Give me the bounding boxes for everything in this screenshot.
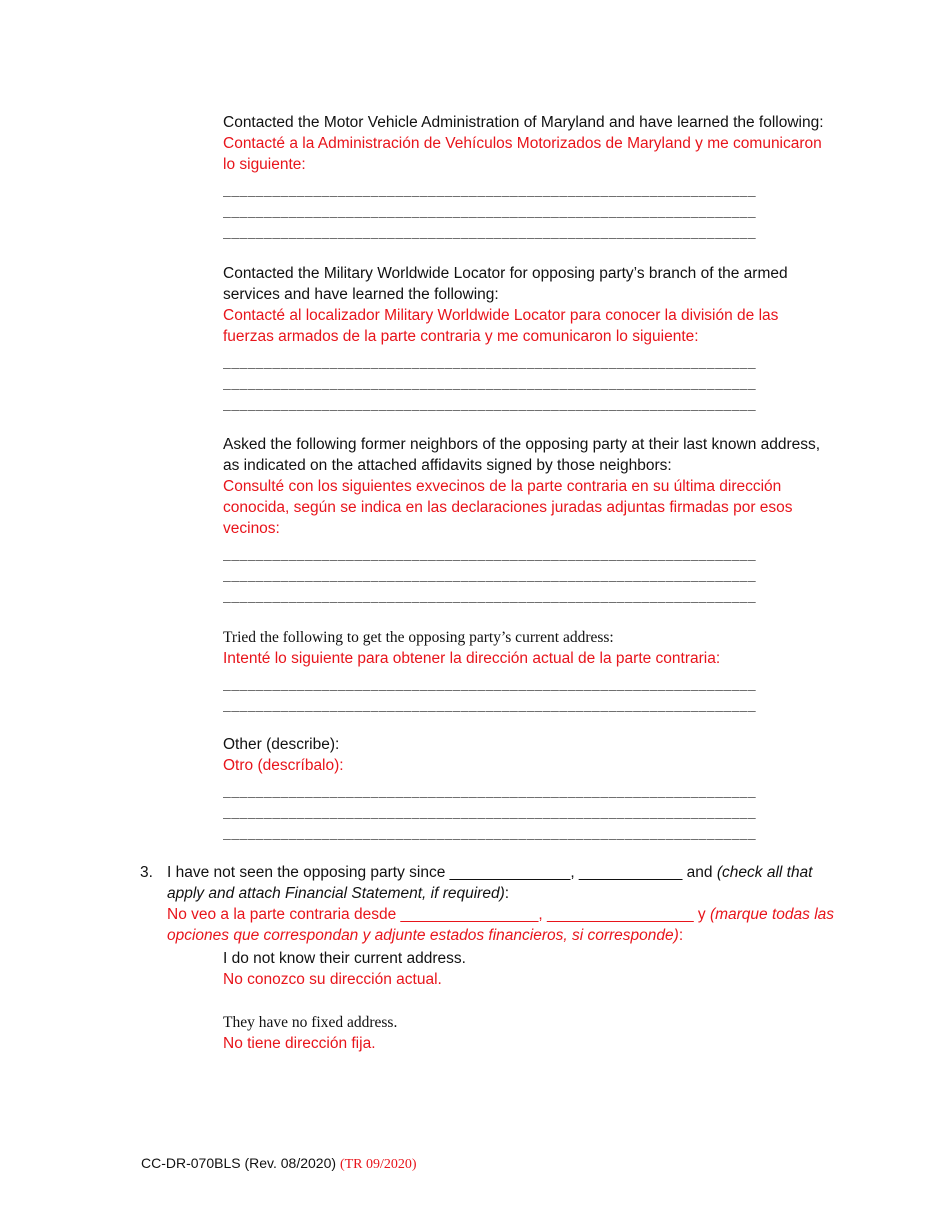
form-id: CC-DR-070BLS (Rev. 08/2020)	[141, 1155, 337, 1171]
no-address-es: No conozco su dirección actual.	[223, 971, 442, 988]
option-no-fixed-address[interactable]	[223, 1012, 823, 1054]
item3-es-prefix: No veo a la parte contraria desde ________________, _________________ y	[167, 906, 710, 923]
answer-line[interactable]: _________________________________________________________________	[223, 699, 757, 714]
section-military	[223, 263, 833, 416]
answer-line[interactable]: _________________________________________________________________	[223, 398, 757, 413]
answer-line[interactable]: _________________________________________________________________	[223, 590, 757, 605]
section-other	[223, 734, 833, 845]
no-fixed-en: They have no fixed address.	[223, 1014, 398, 1031]
item-number: 3.	[140, 864, 153, 881]
section-mva	[223, 112, 833, 244]
answer-line[interactable]: _________________________________________________________________	[223, 806, 757, 821]
other-text-en: Other (describe):	[223, 736, 340, 753]
answer-line[interactable]: _________________________________________________________________	[223, 226, 757, 241]
military-text-es: Contacté al localizador Military Worldwide Locator para conocer la división de las fuerzas armados de la parte contraria y me comunicaron lo siguiente:	[223, 307, 779, 345]
answer-line[interactable]: _________________________________________________________________	[223, 184, 757, 199]
item3-en-italic: (check all that apply and attach Financial Statement, if required)	[167, 864, 813, 902]
answer-line[interactable]: _________________________________________________________________	[223, 678, 757, 693]
item3-es-suffix: :	[678, 927, 684, 944]
item-3	[167, 862, 837, 946]
footer	[141, 1153, 417, 1175]
answer-line[interactable]: _________________________________________________________________	[223, 205, 757, 220]
item3-text-en	[167, 862, 837, 904]
neighbors-text-es: Consulté con los siguientes exvecinos de la parte contraria en su última dirección conocida, según se indica en las declaraciones juradas adjuntas firmadas por esos vecinos:	[223, 478, 793, 537]
no-fixed-es: No tiene dirección fija.	[223, 1035, 376, 1052]
answer-line[interactable]: _________________________________________________________________	[223, 785, 757, 800]
tried-text-es: Intenté lo siguiente para obtener la dirección actual de la parte contraria:	[223, 650, 721, 667]
mva-text-en: Contacted the Motor Vehicle Administration of Maryland and have learned the following:	[223, 114, 824, 131]
tried-text-en: Tried the following to get the opposing party’s current address:	[223, 629, 614, 646]
item3-en-suffix: :	[504, 885, 510, 902]
item3-es-italic: (marque todas las opciones que correspondan y adjunte estados financieros, si corresponde)	[167, 906, 835, 944]
answer-line[interactable]: _________________________________________________________________	[223, 377, 757, 392]
item3-en-prefix: I have not seen the opposing party since ______________, ____________ and	[167, 864, 717, 881]
translation-rev: (TR 09/2020)	[339, 1157, 417, 1172]
answer-line[interactable]: _________________________________________________________________	[223, 356, 757, 371]
answer-line[interactable]: _________________________________________________________________	[223, 827, 757, 842]
other-text-es: Otro (descríbalo):	[223, 757, 344, 774]
item3-text-es	[167, 904, 837, 946]
option-no-address[interactable]	[223, 948, 823, 990]
section-neighbors	[223, 434, 833, 608]
no-address-en: I do not know their current address.	[223, 950, 466, 967]
section-tried	[223, 627, 833, 717]
answer-line[interactable]: _________________________________________________________________	[223, 548, 757, 563]
military-text-en: Contacted the Military Worldwide Locator for opposing party’s branch of the armed services and have learned the following:	[223, 265, 788, 303]
neighbors-text-en: Asked the following former neighbors of the opposing party at their last known address, as indicated on the attached affidavits signed by those neighbors:	[223, 436, 821, 474]
answer-line[interactable]: _________________________________________________________________	[223, 569, 757, 584]
mva-text-es: Contacté a la Administración de Vehículos Motorizados de Maryland y me comunicaron lo siguiente:	[223, 135, 822, 173]
